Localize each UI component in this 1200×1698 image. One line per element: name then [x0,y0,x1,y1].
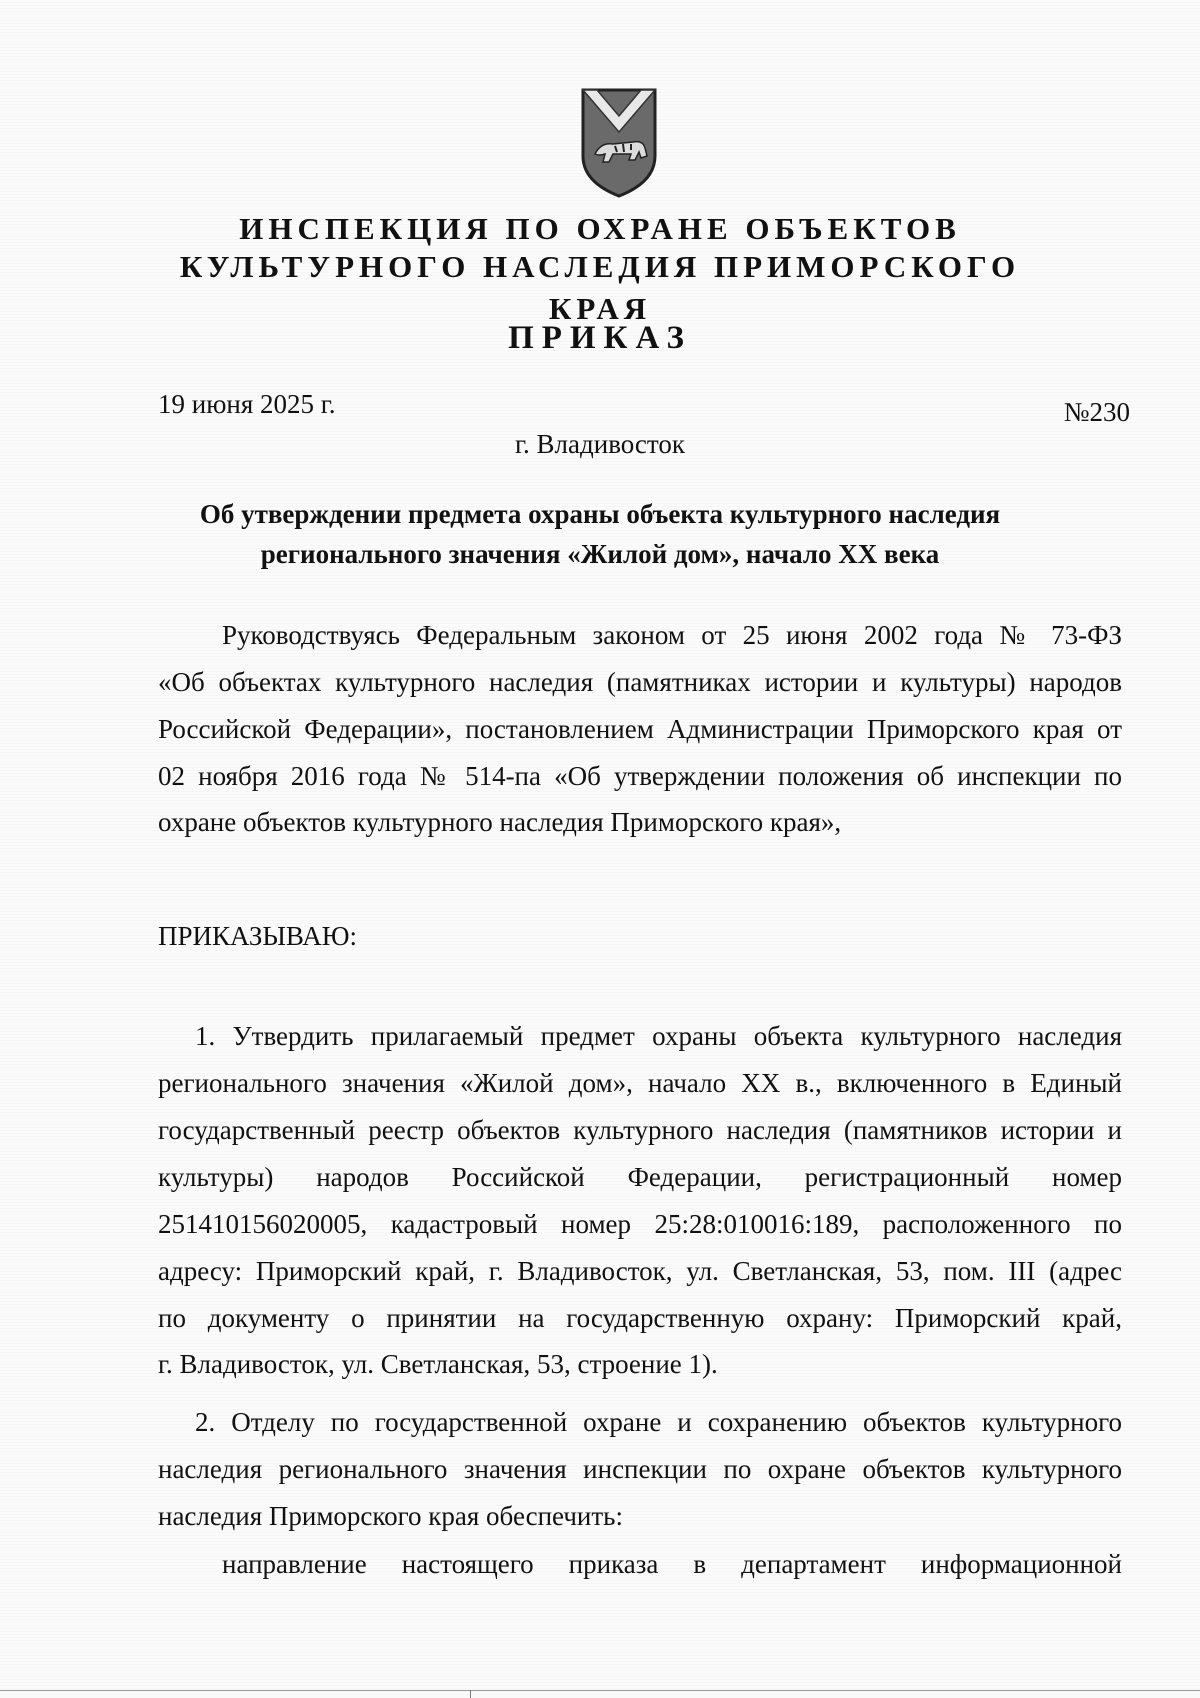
preamble-line: 02 ноября 2016 года № 514-па «Об утверждении положения об инспекции по [158,761,1122,791]
coat-of-arms-icon [579,86,659,200]
order-directive-word: ПРИКАЗЫВАЮ: [158,921,357,951]
item-2-line: наследия регионального значения инспекции по охране объектов культурного [158,1454,1122,1484]
item-1-line: адресу: Приморский край, г. Владивосток, ул. Светланская, 53, пом. III (адрес [158,1256,1122,1286]
item-2-subline: направление настоящего приказа в департамент информационной [222,1549,1122,1579]
item-1-line: государственный реестр объектов культурного наследия (памятников истории и [158,1115,1122,1145]
scan-bottom-edge [0,1690,1200,1691]
order-number: №230 [1063,397,1130,427]
item-2-line: наследия Приморского края обеспечить: [158,1501,623,1531]
item-1-line: 251410156020005, кадастровый номер 25:28:010016:189, расположенного по [158,1209,1122,1239]
item-1-line: 1. Утвердить прилагаемый предмет охраны объекта культурного наследия [195,1021,1122,1051]
organization-name-line2: КУЛЬТУРНОГО НАСЛЕДИЯ ПРИМОРСКОГО КРАЯ [179,249,1021,326]
preamble-line: «Об объектах культурного наследия (памятниках истории и культуры) народов [158,667,1122,697]
item-1-line: регионального значения «Жилой дом», начало XX в., включенного в Единый [158,1068,1122,1098]
preamble-line: охране объектов культурного наследия Приморского края», [158,807,842,837]
preamble-line: Руководствуясь Федеральным законом от 25 июня 2002 года № 73-ФЗ [222,620,1122,650]
preamble-line: Российской Федерации», постановлением Администрации Приморского края от [158,714,1122,744]
item-2-line: 2. Отделу по государственной охране и сохранению объектов культурного [195,1407,1122,1437]
scan-fold-mark [470,1690,471,1698]
item-1-line: культуры) народов Российской Федерации, регистрационный номер [158,1162,1122,1192]
item-1-line: г. Владивосток, ул. Светланская, 53, строение 1). [158,1349,718,1379]
order-city: г. Владивосток [515,429,685,459]
organization-name-line1: ИНСПЕКЦИЯ ПО ОХРАНЕ ОБЪЕКТОВ [239,211,961,246]
item-1-line: по документу о принятии на государственную охрану: Приморский край, [158,1303,1122,1333]
subject-line-2: регионального значения «Жилой дом», начало XX века [260,539,940,569]
document-type-title: ПРИКАЗ [508,320,692,356]
subject-line-1: Об утверждении предмета охраны объекта культурного наследия [199,499,1001,529]
order-date: 19 июня 2025 г. [158,389,336,419]
